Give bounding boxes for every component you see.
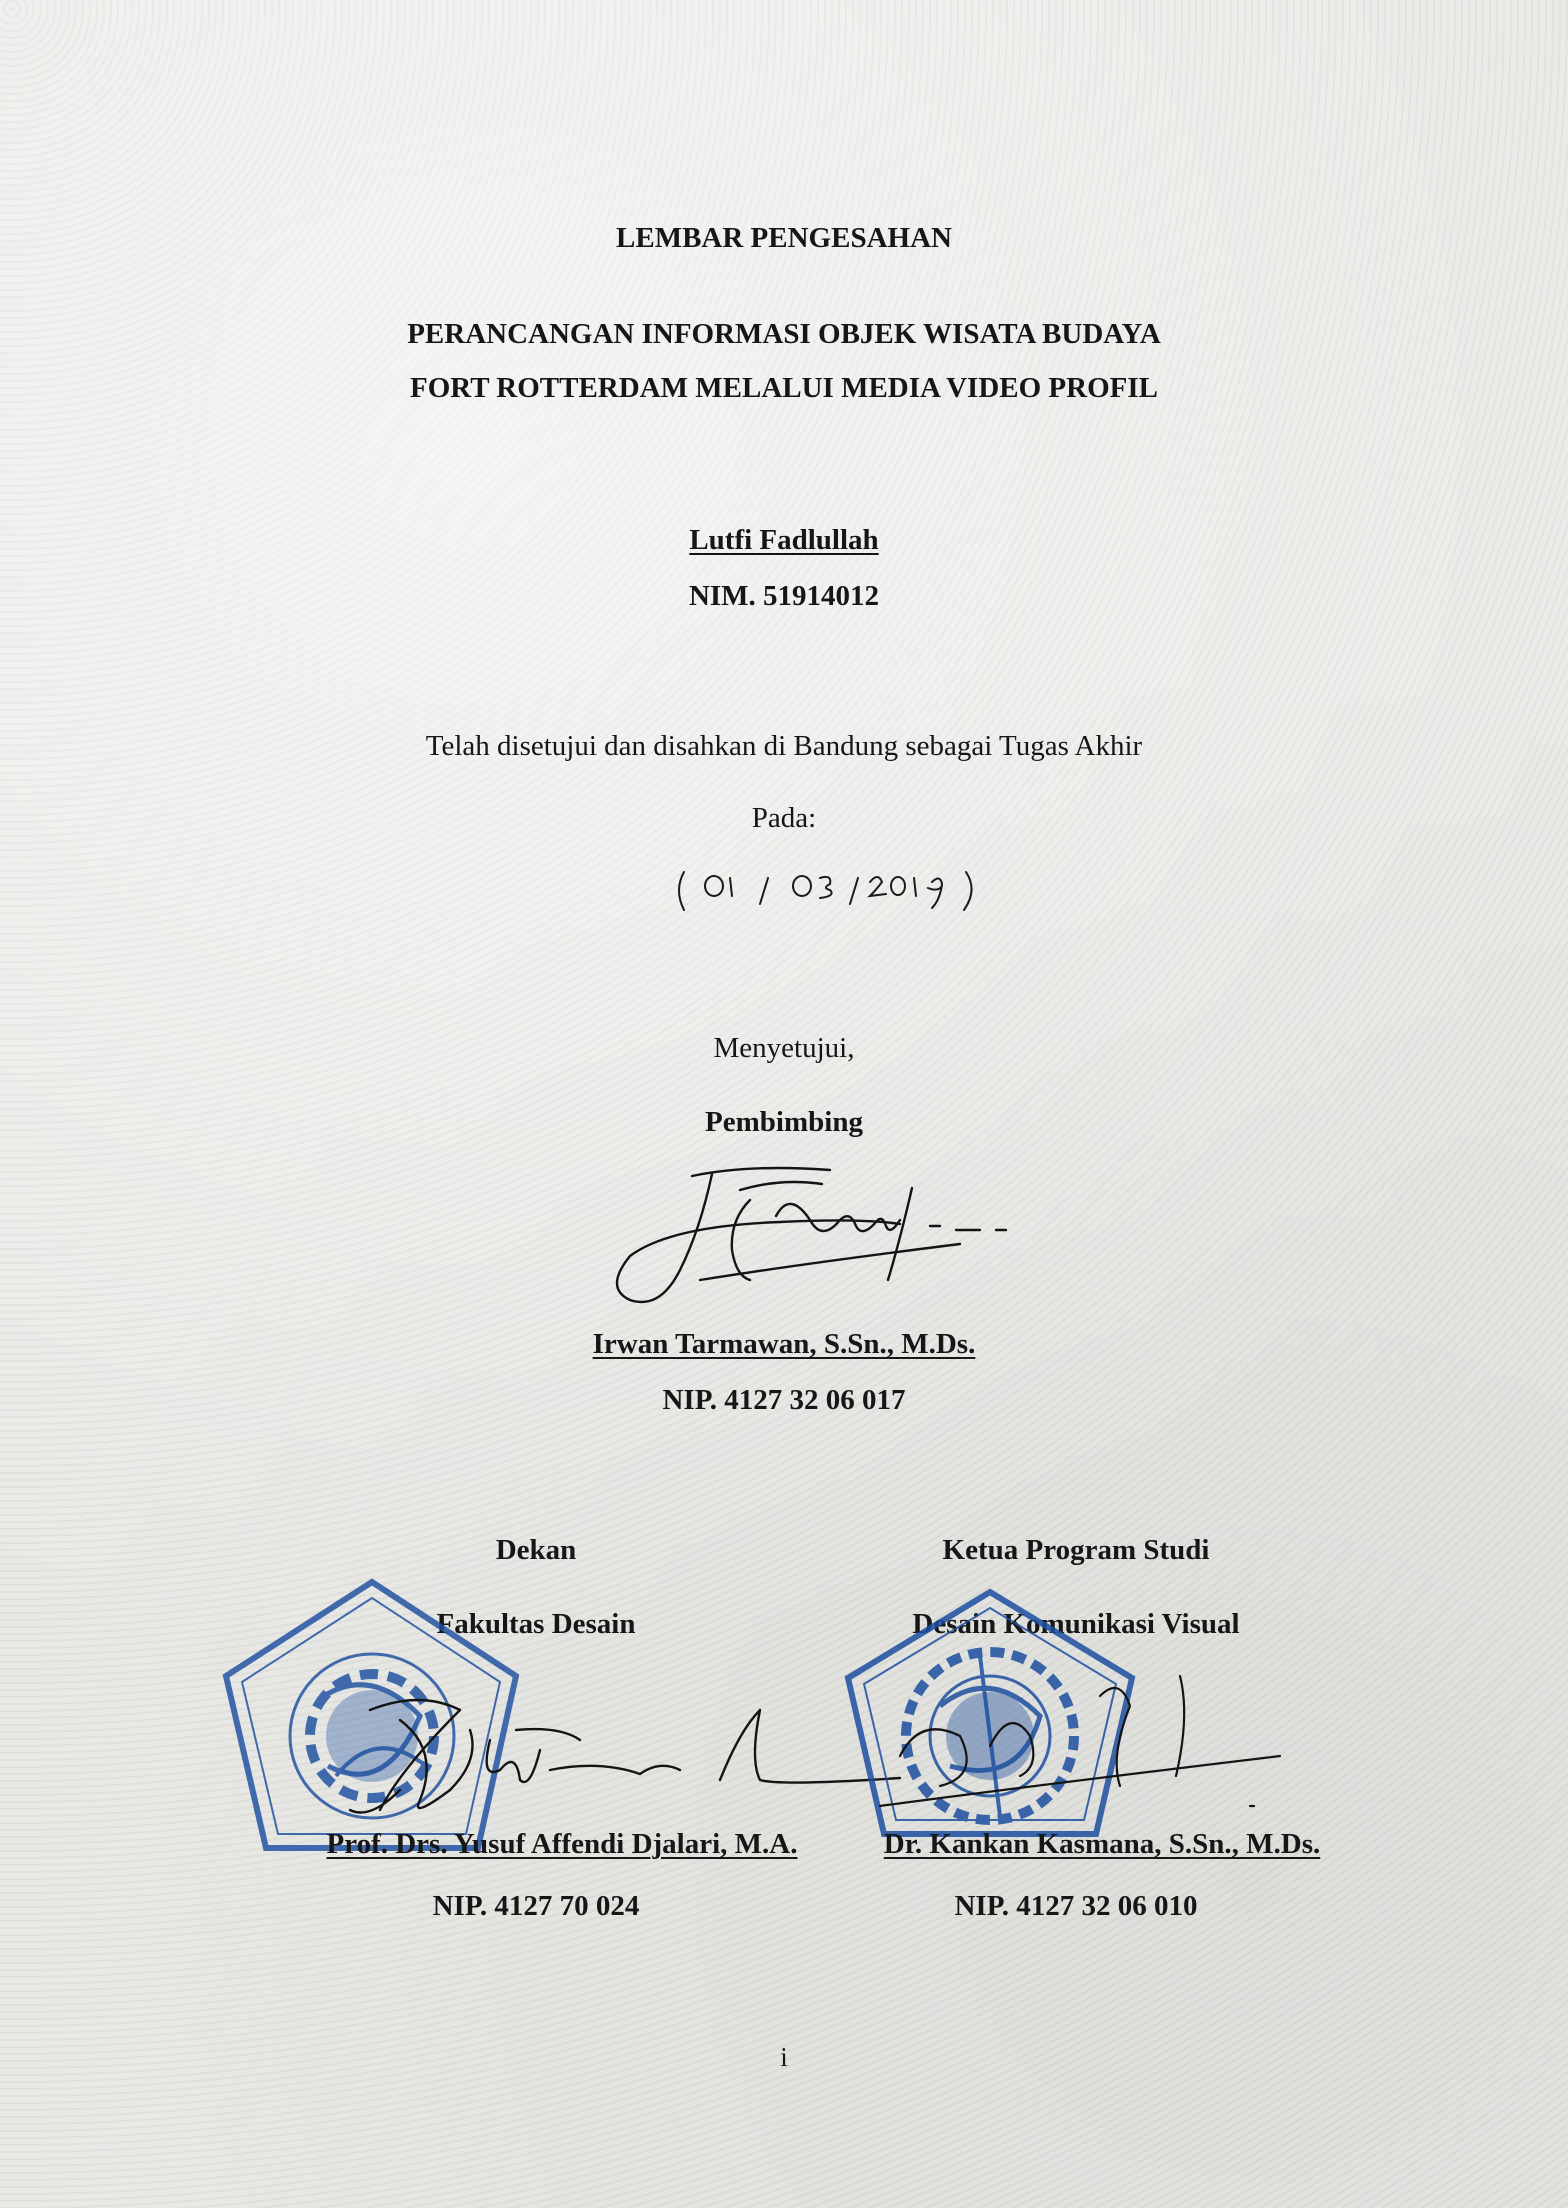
thesis-title-line-1: PERANCANGAN INFORMASI OBJEK WISATA BUDAYA [407,318,1161,350]
supervisor-role: Pembimbing [705,1106,863,1138]
approval-statement: Telah disetujui dan disahkan di Bandung sebagai Tugas Akhir [425,730,1143,762]
dean-signature [340,1670,900,1830]
head-of-program-name: Dr. Kankan Kasmana, S.Sn., M.Ds. [883,1828,1321,1860]
thesis-title-line-2: FORT ROTTERDAM MELALUI MEDIA VIDEO PROFIL [410,372,1158,404]
page-heading: LEMBAR PENGESAHAN [616,222,952,254]
handwritten-date [670,860,1000,920]
head-of-program-role: Ketua Program Studi [942,1534,1210,1566]
dean-nip: NIP. 4127 70 024 [432,1890,640,1922]
approve-label: Menyetujui, [713,1032,855,1064]
author-name: Lutfi Fadlullah [689,524,879,556]
head-of-program-signature [880,1656,1280,1836]
supervisor-name: Irwan Tarmawan, S.Sn., M.Ds. [592,1328,976,1360]
head-of-program-nip: NIP. 4127 32 06 010 [954,1890,1198,1922]
head-of-program-study: Desain Komunikasi Visual [912,1608,1240,1640]
author-nim: NIM. 51914012 [688,580,880,612]
dean-name: Prof. Drs. Yusuf Affendi Djalari, M.A. [326,1828,798,1860]
supervisor-signature [600,1160,1020,1330]
dean-faculty: Fakultas Desain [436,1608,636,1640]
page-number: i [780,2042,788,2072]
supervisor-nip: NIP. 4127 32 06 017 [662,1384,906,1416]
dean-role: Dekan [495,1534,577,1566]
date-label: Pada: [751,802,817,834]
